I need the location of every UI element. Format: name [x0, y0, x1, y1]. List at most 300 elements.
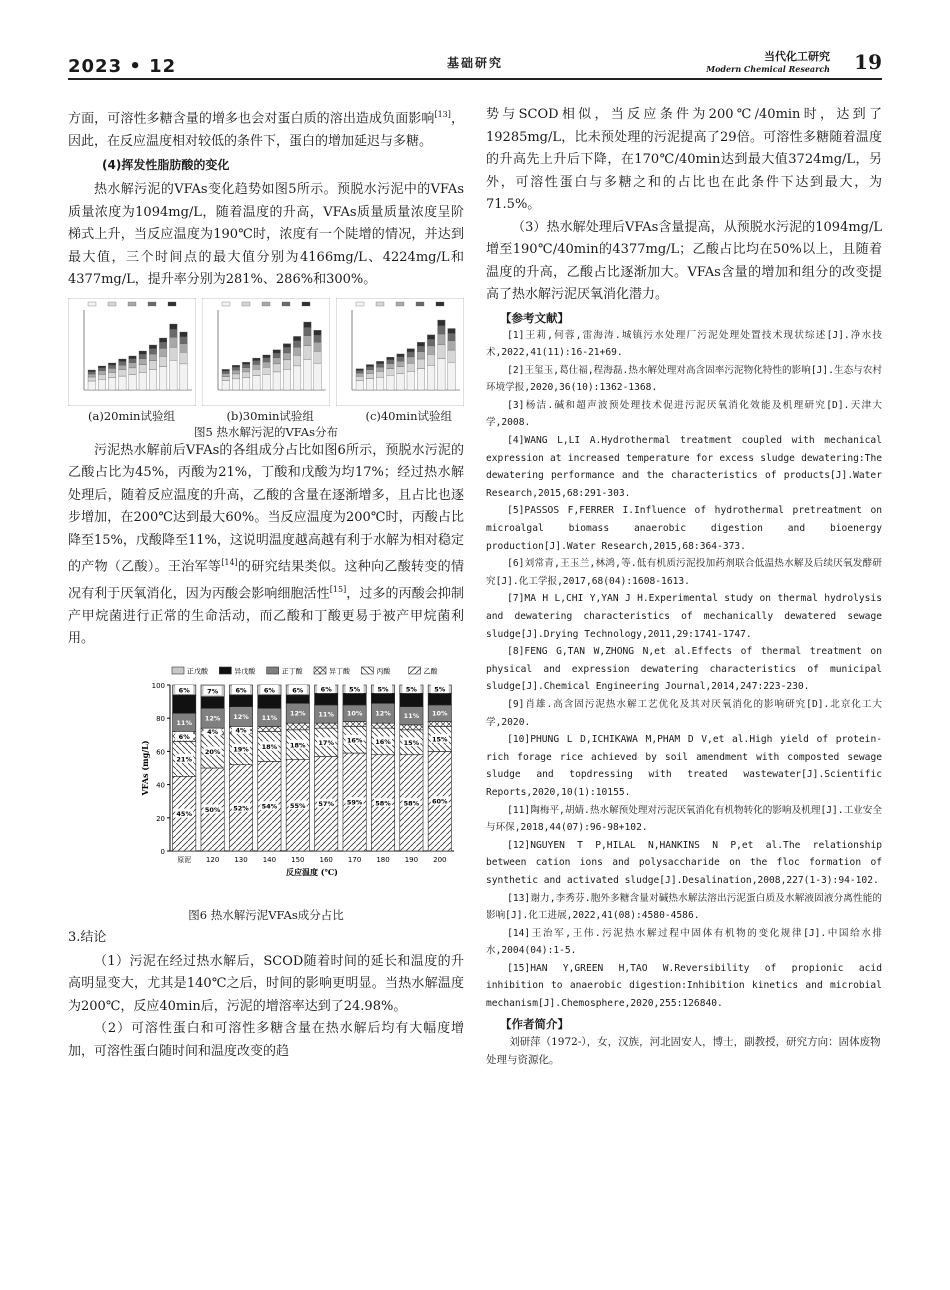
thumb-bar [242, 364, 250, 367]
thumb-bar [366, 366, 374, 369]
issue-date: 2023 • 12 [68, 56, 177, 77]
thumb-bar [397, 354, 405, 357]
author-heading: 【作者简介】 [500, 1016, 569, 1031]
thumb-bar [263, 362, 271, 367]
legend-label: 异戊酸 [234, 667, 256, 676]
data-label: 15% [403, 738, 420, 747]
thumb-bar [119, 361, 127, 365]
thumb-bar [407, 371, 415, 390]
thumb-bar [304, 322, 312, 327]
thumb-bar [273, 350, 281, 353]
thumb-bar [427, 354, 435, 365]
thumb-legend-swatch [168, 302, 176, 306]
data-label: 18% [290, 741, 306, 750]
thumb-bar [448, 328, 456, 333]
thumb-bar [304, 327, 312, 335]
reference-item: [7]MA H L,CHI Y,YAN J H.Experimental study on thermal hydrolysis and dewatering characteristics of mechanically dewatered sewage sludge[J].Drying Technology,2011,29:1741-1747. [486, 593, 882, 640]
thumb-bar [263, 367, 271, 374]
citation[interactable]: [15] [329, 585, 347, 595]
thumb-bar [356, 376, 364, 380]
chart-legend [172, 666, 439, 675]
page-number: 19 [854, 50, 882, 74]
thumb-bar [180, 343, 188, 352]
data-label: 59% [346, 798, 363, 807]
thumb-bar [304, 359, 312, 390]
thumb-bar [387, 364, 395, 369]
data-label: 45% [176, 810, 192, 819]
thumb-bar [242, 362, 250, 364]
thumb-bar [129, 356, 137, 359]
thumb-bar [108, 372, 116, 377]
legend-swatch [172, 667, 184, 674]
thumb-bar [366, 364, 374, 366]
thumb-bar [149, 345, 157, 349]
data-label: 16% [346, 736, 363, 745]
figure-5b-label: (b)30min试验组 [226, 408, 314, 423]
data-label: 55% [290, 801, 306, 810]
thumb-legend-swatch [128, 302, 136, 306]
page-header [68, 40, 882, 80]
thumb-bar [417, 352, 425, 359]
thumb-bar [119, 376, 127, 390]
bar-segment [400, 725, 423, 730]
data-label: 60% [432, 797, 448, 806]
thumb-legend-swatch [356, 302, 364, 306]
thumb-bar [438, 334, 446, 344]
data-label: 4% [207, 727, 219, 736]
thumb-legend-swatch [282, 302, 290, 306]
figure-5a-label: (a)20min试验组 [88, 408, 175, 423]
thumb-bar [242, 377, 250, 390]
data-label: 10% [346, 709, 363, 718]
bar-segment [173, 695, 196, 713]
figure-6-chart [68, 661, 464, 901]
thumb-bar [293, 355, 301, 366]
thumb-bar [376, 377, 384, 390]
right-column [486, 104, 882, 1069]
reference-item: [4]WANG L,LI A.Hydrothermal treatment coupled with mechanical expression at increased temperature for excess sludge dewatering:The dewatering performance and the characteristics of products[J].Water Research,2015,68:291-303. [486, 435, 882, 499]
thumb-bar [180, 352, 188, 364]
x-tick-label: 130 [234, 855, 248, 864]
data-label: 6% [178, 686, 190, 695]
y-axis-label: VFAs (mg/L) [140, 740, 150, 796]
data-label: 21% [176, 755, 192, 764]
thumb-bar [129, 363, 137, 368]
thumb-bar [397, 361, 405, 366]
thumb-legend-swatch [302, 302, 310, 306]
thumb-bar [108, 363, 116, 365]
thumb-bar [283, 353, 291, 360]
paragraph: 污泥热水解前后VFAs的各组成分占比如图6所示，预脱水污泥的乙酸占比为45%，丙酸为21%，丁酸和戊酸为均17%；经过热水解处理后，随着反应温度的升高，乙酸的含量在逐渐增多，且占比也逐步增加，在200℃达到最大60%。当反应温度为200℃时，丙酸占比降至15%，戊酸降至11%，这说明温度越高越有利于水解为相对稳定的产物（乙酸）。王治军等[14]的研究结果类似。这种向乙酸转变的情况有利于厌氧消化，因为丙酸会影响细胞活性[15]，过多的丙酸会抑制产甲烷菌进行正常的生命活动，而乙酸和丁酸更易于被产甲烷菌利用。 [68, 442, 464, 647]
figure-5 [68, 298, 464, 406]
thumb-bar [427, 339, 435, 346]
figure-5c-label: (c)40min试验组 [365, 408, 452, 423]
figure-6-caption: 图6 热水解污泥VFAs成分占比 [188, 907, 344, 922]
legend-label: 正丁酸 [281, 667, 303, 676]
section-heading: 3.结论 [68, 929, 107, 945]
thumb-bar [397, 366, 405, 373]
reference-item: [6]刘常青,王玉兰,林鸿,等.低有机质污泥投加药剂联合低温热水解及后续厌氧发酵研究[J].化工学报,2017,68(04):1608-1613. [486, 558, 882, 587]
x-axis-label: 反应温度 (℃) [286, 866, 338, 877]
reference-item: [1]王莉,何蓉,雷海涛.城镇污水处理厂污泥处理处置技术现状综述[J].净水技术,2022,41(11):16-21+69. [486, 329, 882, 359]
thumb-bar [427, 365, 435, 390]
thumb-bar [387, 357, 395, 360]
data-label: 11% [318, 710, 334, 719]
paragraph: 方面，可溶性多糖含量的增多也会对蛋白质的溶出造成负面影响[13]，因此，在反应温度相对较低的条件下，蛋白的增加延迟与多糖。 [68, 110, 464, 149]
thumb-bar [149, 361, 157, 370]
paragraph: （1）污泥在经过热水解后，SCOD随着时间的延长和温度的升高明显变大，尤其是140℃之后，时间的影响更明显。当热水解温度为200℃，反应40min后，污泥的增溶率达到了24.98%。 [68, 953, 464, 1014]
thumb-bar [232, 370, 240, 374]
thumb-bar [149, 354, 157, 361]
thumb-bar [119, 365, 127, 370]
thumb-legend-swatch [108, 302, 116, 306]
thumb-bar [149, 370, 157, 390]
data-label: 6% [292, 686, 304, 695]
thumb-bar [232, 374, 240, 379]
thumb-bar [170, 360, 178, 390]
y-tick-label: 60 [156, 748, 165, 757]
data-label: 12% [290, 709, 306, 718]
thumb-bar [387, 360, 395, 364]
figure-5b-chart [202, 298, 330, 406]
thumb-bar [314, 363, 322, 390]
thumb-bar [376, 371, 384, 377]
data-label: 57% [318, 800, 334, 809]
thumb-bar [314, 335, 322, 342]
thumb-bar [129, 359, 137, 363]
thumb-bar [129, 375, 137, 390]
thumb-bar [98, 379, 106, 390]
data-label: 6% [178, 732, 190, 741]
journal-name-zh: 当代化工研究 [764, 50, 830, 63]
thumb-bar [397, 374, 405, 390]
header-rule [68, 78, 882, 80]
thumb-bar [119, 359, 127, 361]
thumb-bar [253, 360, 261, 364]
thumb-bar [159, 342, 167, 348]
x-tick-label: 140 [262, 855, 277, 864]
journal-name-en: Modern Chemical Research [706, 64, 830, 74]
thumb-legend-swatch [222, 302, 230, 306]
thumb-legend-swatch [436, 302, 444, 306]
thumb-bar [397, 357, 405, 361]
bar-segment [201, 697, 224, 709]
reference-item: [14]王治军,王伟.污泥热水解过程中固体有机物的变化规律[J].中国给水排水,2004(04):1-5. [486, 927, 882, 957]
thumb-bar [407, 363, 415, 371]
thumb-bar [417, 342, 425, 346]
thumb-bar [108, 365, 116, 368]
thumb-bar [448, 362, 456, 390]
thumb-bar [387, 375, 395, 390]
citation[interactable]: [13] [434, 110, 451, 119]
references-heading: 【参考文献】 [500, 310, 569, 325]
legend-label: 丙酸 [376, 667, 391, 676]
thumb-bar [314, 330, 322, 335]
bar-segment [315, 693, 338, 705]
legend-swatch [314, 667, 326, 674]
x-tick-label: 170 [347, 855, 362, 864]
thumb-bar [283, 343, 291, 347]
thumb-bar [387, 368, 395, 375]
reference-item: [9]肖雄.高含固污泥热水解工艺优化及其对厌氧消化的影响研究[D].北京化工大学,2020. [486, 698, 882, 728]
reference-item: [3]杨洁.碱和超声波预处理技术促进污泥厌氧消化效能及机理研究[D].天津大学,2008. [486, 399, 882, 429]
thumb-bar [222, 381, 230, 390]
thumb-bar [438, 344, 446, 358]
thumb-bar [448, 333, 456, 340]
thumb-bar [88, 370, 96, 372]
figure-5c-chart [336, 298, 464, 406]
reference-item: [11]陶梅平,胡婧.热水解预处理对污泥厌氧消化有机物转化的影响及机理[J].工业安全与环保,2018,44(07):96-98+102. [486, 804, 882, 834]
data-label: 10% [432, 709, 448, 718]
thumb-bar [159, 356, 167, 366]
data-label: 5% [349, 685, 361, 694]
reference-item: [15]HAN Y,GREEN H,TAO W.Reversibility of propionic acid inhibition to anaerobic digestion:Inhibition kinetics and microbial mechanism[J].Chemosphere,2020,255:126840. [486, 962, 882, 1010]
data-label: 6% [235, 686, 247, 695]
data-label: 58% [375, 799, 391, 808]
x-tick-label: 160 [319, 855, 333, 864]
thumb-bar [242, 368, 250, 372]
legend-swatch [409, 667, 421, 674]
paragraph: （2）可溶性蛋白和可溶性多糖含量在热水解后均有大幅度增加，可溶性蛋白随时间和温度改变的趋 [68, 1021, 464, 1059]
data-label: 6% [263, 686, 275, 695]
thumb-bar [448, 350, 456, 362]
thumb-bar [232, 365, 240, 367]
thumb-bar [273, 364, 281, 372]
figure-5-subcaptions [68, 408, 464, 424]
data-label: 50% [204, 805, 221, 814]
thumb-bar [88, 371, 96, 373]
thumb-bar [263, 355, 271, 358]
thumb-bar [119, 370, 127, 376]
thumb-bar [88, 381, 96, 390]
thumb-bar [438, 325, 446, 333]
thumb-bar [170, 324, 178, 329]
paragraph: （3）热水解处理后VFAs含量提高，从预脱水污泥的1094mg/L增至190℃/40min的4377mg/L；乙酸占比均在50%以上，且随着温度的升高，乙酸占比逐渐加大。VFAs含量的增加和组分的改变提高了热水解污泥厌氧消化潜力。 [486, 219, 882, 302]
thumb-bar [170, 337, 178, 347]
thumb-bar [376, 361, 384, 363]
data-label: 16% [375, 737, 391, 746]
reference-item: [5]PASSOS F,FERRER I.Influence of hydrothermal pretreatment on microalgal biomass anaerobic digestion and bioenergy production[J].Water Research,2015,68:364-373. [486, 505, 882, 552]
thumb-bar [376, 367, 384, 371]
thumb-bar [232, 367, 240, 370]
thumb-bar [366, 378, 374, 389]
journal-name [706, 48, 830, 74]
thumb-bar [159, 348, 167, 356]
thumb-bar [273, 358, 281, 364]
data-label: 6% [320, 685, 332, 694]
thumb-bar [273, 353, 281, 358]
reference-item: [10]PHUNG L D,ICHIKAWA M,PHAM D V,et al.High yield of protein-rich forage rice achieved by soil amendment with composted sewage sludge and topdressing with treated wastewater[J].Scientific Reports,2020,10(1):10155. [486, 734, 882, 798]
bar-segment [428, 722, 451, 727]
x-tick-label: 原泥 [177, 855, 192, 864]
thumb-bar [180, 332, 188, 337]
figure-5-caption: 图5 热水解污泥的VFAs分布 [194, 424, 338, 439]
reference-item: [8]FENG G,TAN W,ZHONG N,et al.Effects of thermal treatment on physical and expression dewatering characteristics of municipal sludge[J].Chemical Engineering Journal,2014,247:223-230. [486, 646, 882, 693]
bar-segment [286, 723, 309, 730]
data-label: 19% [233, 745, 249, 754]
thumb-bar [263, 358, 271, 362]
thumb-bar [407, 352, 415, 357]
x-tick-label: 120 [205, 855, 220, 864]
thumb-bar [253, 364, 261, 369]
paragraph: 势与SCOD相似，当反应条件为200℃/40min时，达到了19285mg/L，比未预处理的污泥提高了29倍。可溶性多糖随着温度的升高先上升后下降，在170℃/40min达到最大值3724mg/L，另外，可溶性蛋白与多糖之和的占比也在此条件下达到最大，为71.5%。 [486, 107, 882, 212]
thumb-bar [98, 371, 106, 375]
thumb-bar [293, 366, 301, 390]
data-label: 11% [403, 712, 420, 721]
y-tick-label: 0 [160, 847, 165, 856]
bar-segment [428, 693, 451, 705]
y-tick-label: 80 [156, 715, 165, 724]
data-label: 20% [204, 747, 221, 756]
bar-segment [343, 693, 366, 705]
legend-swatch [219, 667, 231, 674]
thumb-bar [149, 348, 157, 353]
thumb-legend-swatch [88, 302, 96, 306]
x-tick-label: 180 [376, 855, 390, 864]
thumb-bar [139, 364, 147, 372]
thumb-bar [366, 373, 374, 378]
thumb-bar [253, 375, 261, 389]
data-label: 58% [403, 799, 420, 808]
thumb-bar [376, 363, 384, 366]
thumb-bar [170, 347, 178, 360]
thumb-legend-swatch [262, 302, 270, 306]
thumb-bar [222, 373, 230, 376]
thumb-bar [304, 335, 312, 345]
thumb-bar [139, 351, 147, 354]
thumb-bar [427, 346, 435, 354]
bar-segment [343, 722, 366, 727]
thumb-bar [293, 336, 301, 340]
thumb-bar [98, 368, 106, 371]
data-label: 15% [432, 735, 448, 744]
thumb-bar [232, 379, 240, 390]
data-label: 52% [233, 804, 249, 813]
data-label: 12% [204, 714, 221, 723]
bar-segment [258, 726, 281, 731]
thumb-bar [139, 372, 147, 390]
legend-swatch [361, 667, 373, 674]
data-label: 7% [207, 687, 219, 696]
bar-segment [400, 693, 423, 706]
x-tick-label: 200 [433, 855, 447, 864]
legend-swatch [267, 667, 279, 674]
thumb-bar [427, 335, 435, 339]
thumb-legend-swatch [376, 302, 384, 306]
data-label: 11% [261, 713, 278, 722]
x-tick-label: 190 [404, 855, 419, 864]
thumb-bar [180, 364, 188, 390]
thumb-bar [314, 342, 322, 351]
thumb-bar [170, 329, 178, 337]
thumb-legend-swatch [148, 302, 156, 306]
thumb-bar [108, 368, 116, 372]
paragraph: 热水解污泥的VFAs变化趋势如图5所示。预脱水污泥中的VFAs质量浓度为1094mg/L，随着温度的升高，VFAs质量质量浓度呈阶梯式上升，当反应温度为190℃时，浓度有一个陡增的情况，并达到最大值，三个时间点的最大值分别为4166mg/L、4224mg/L和4377mg/L，提升率分别为281%、286%和300%。 [68, 182, 464, 288]
thumb-bar [314, 351, 322, 363]
data-label: 4% [235, 726, 247, 735]
y-tick-label: 20 [156, 814, 165, 823]
thumb-bar [253, 358, 261, 361]
subsection-heading: (4)挥发性脂肪酸的变化 [102, 158, 230, 173]
data-label: 5% [434, 685, 446, 694]
thumb-bar [304, 346, 312, 360]
thumb-bar [159, 366, 167, 389]
thumb-bar [159, 338, 167, 342]
thumb-bar [438, 320, 446, 326]
citation[interactable]: [14] [221, 558, 238, 568]
thumb-bar [356, 370, 364, 373]
thumb-bar [417, 346, 425, 352]
reference-item: [13]谢力,李秀芬.胞外多糖含量对碱热水解法溶出污泥蛋白质及水解液固液分离性能的影响[J].化工进展,2022,41(08):4580-4586. [486, 892, 882, 922]
data-label: 54% [261, 802, 278, 811]
thumb-bar [180, 336, 188, 343]
thumb-bar [293, 341, 301, 347]
thumb-bar [283, 369, 291, 390]
thumb-bar [139, 354, 147, 359]
thumb-bar [283, 360, 291, 369]
section-title: 基础研究 [446, 56, 503, 70]
thumb-bar [222, 376, 230, 380]
bar-segment [286, 695, 309, 703]
reference-item: [12]NGUYEN T P,HILAL N,HANKINS N P,et al.The relationship between cation ions and polysaccharide on the floc formation of synthetic and activated sludge[J].Desalination,2008,227(1-3):94-102. [486, 839, 882, 886]
thumb-bar [242, 372, 250, 378]
thumb-bar [108, 378, 116, 390]
thumb-legend-swatch [242, 302, 250, 306]
bar-segment [315, 723, 338, 728]
thumb-bar [356, 380, 364, 390]
y-tick-label: 40 [156, 781, 165, 790]
thumb-bar [139, 359, 147, 365]
x-tick-label: 150 [291, 855, 305, 864]
author-bio: 刘研萍（1972-），女，汉族，河北固安人，博士，副教授，研究方向：固体废物处理与资源化。 [486, 1035, 881, 1066]
thumb-bar [356, 369, 364, 371]
figure-5a-chart [68, 298, 196, 406]
thumb-bar [438, 358, 446, 389]
thumb-bar [417, 368, 425, 389]
bar-segment [229, 695, 252, 707]
data-label: 5% [405, 685, 417, 694]
thumb-bar [407, 357, 415, 363]
y-tick-label: 100 [151, 681, 165, 690]
thumb-bar [98, 374, 106, 379]
legend-label: 异丁酸 [329, 667, 350, 676]
left-column [68, 104, 464, 1063]
thumb-bar [293, 347, 301, 355]
thumb-bar [407, 348, 415, 351]
thumb-bar [366, 369, 374, 373]
thumb-bar [417, 359, 425, 369]
legend-label: 乙酸 [423, 667, 438, 676]
thumb-bar [283, 347, 291, 353]
thumb-bar [263, 374, 271, 390]
thumb-bar [98, 366, 106, 368]
data-label: 5% [377, 685, 389, 694]
bar-segment [371, 723, 394, 728]
data-label: 18% [261, 742, 278, 751]
thumb-bar [222, 369, 230, 371]
data-label: 17% [318, 738, 334, 747]
thumb-bar [88, 374, 96, 377]
thumb-legend-swatch [416, 302, 424, 306]
reference-list [486, 327, 882, 1013]
bar-segment [371, 693, 394, 703]
thumb-bar [448, 341, 456, 350]
data-label: 12% [233, 713, 249, 722]
thumb-bar [222, 371, 230, 373]
data-label: 11% [176, 718, 192, 727]
thumb-bar [253, 369, 261, 375]
thumb-bar [356, 373, 364, 376]
